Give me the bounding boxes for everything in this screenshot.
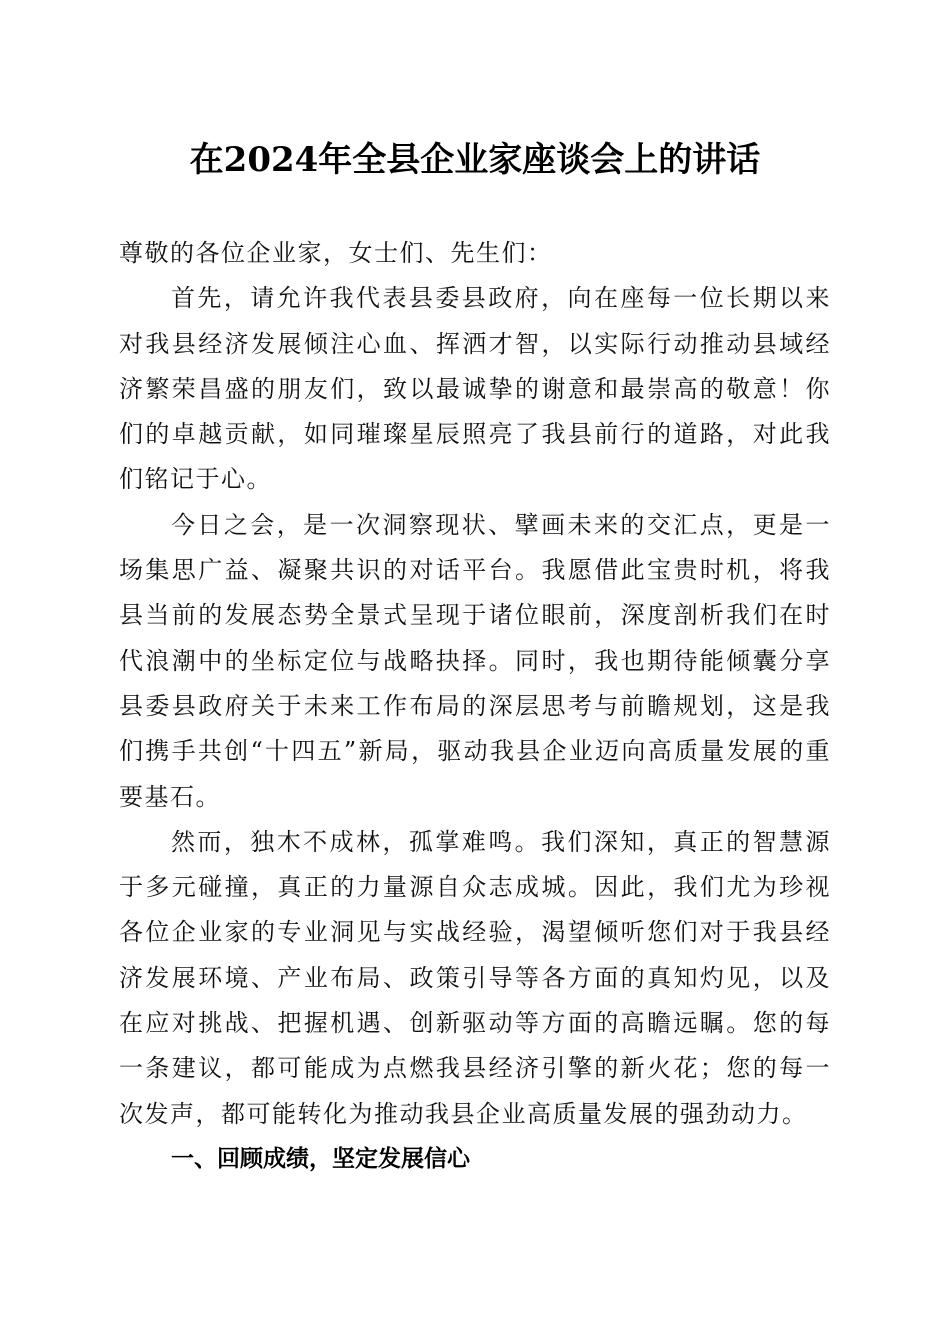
paragraph-1: 首先，请允许我代表县委县政府，向在座每一位长期以来对我县经济发展倾注心血、挥洒才智，以实际行动推动县域经济繁荣昌盛的朋友们，致以最诚挚的谢意和最崇高的敬意！你们的卓越贡献，如同璀璨星辰照亮了我县前行的道路，对此我们铭记于心。: [119, 284, 831, 494]
document-body: [119, 231, 831, 1182]
section-heading: 一、回顾成绩，坚定发展信心: [171, 1145, 470, 1172]
salutation: 尊敬的各位企业家，女士们、先生们：: [119, 239, 553, 267]
paragraph-2: 今日之会，是一次洞察现状、擘画未来的交汇点，更是一场集思广益、凝聚共识的对话平台。我愿借此宝贵时机，将我县当前的发展态势全景式呈现于诸位眼前，深度剖析我们在时代浪潮中的坐标定位与战略抉择。同时，我也期待能倾囊分享县委县政府关于未来工作布局的深层思考与前瞻规划，这是我们携手共创“十四五”新局，驱动我县企业迈向高质量发展的重要基石。: [119, 510, 831, 811]
document-title: 在2024年全县企业家座谈会上的讲话: [189, 140, 761, 180]
paragraph-3: 然而，独木不成林，孤掌难鸣。我们深知，真正的智慧源于多元碰撞，真正的力量源自众志成城。因此，我们尤为珍视各位企业家的专业洞见与实战经验，渴望倾听您们对于我县经济发展环境、产业布局、政策引导等各方面的真知灼见，以及在应对挑战、把握机遇、创新驱动等方面的高瞻远瞩。您的每一条建议，都可能成为点燃我县经济引擎的新火花；您的每一次发声，都可能转化为推动我县企业高质量发展的强劲动力。: [119, 827, 831, 1128]
